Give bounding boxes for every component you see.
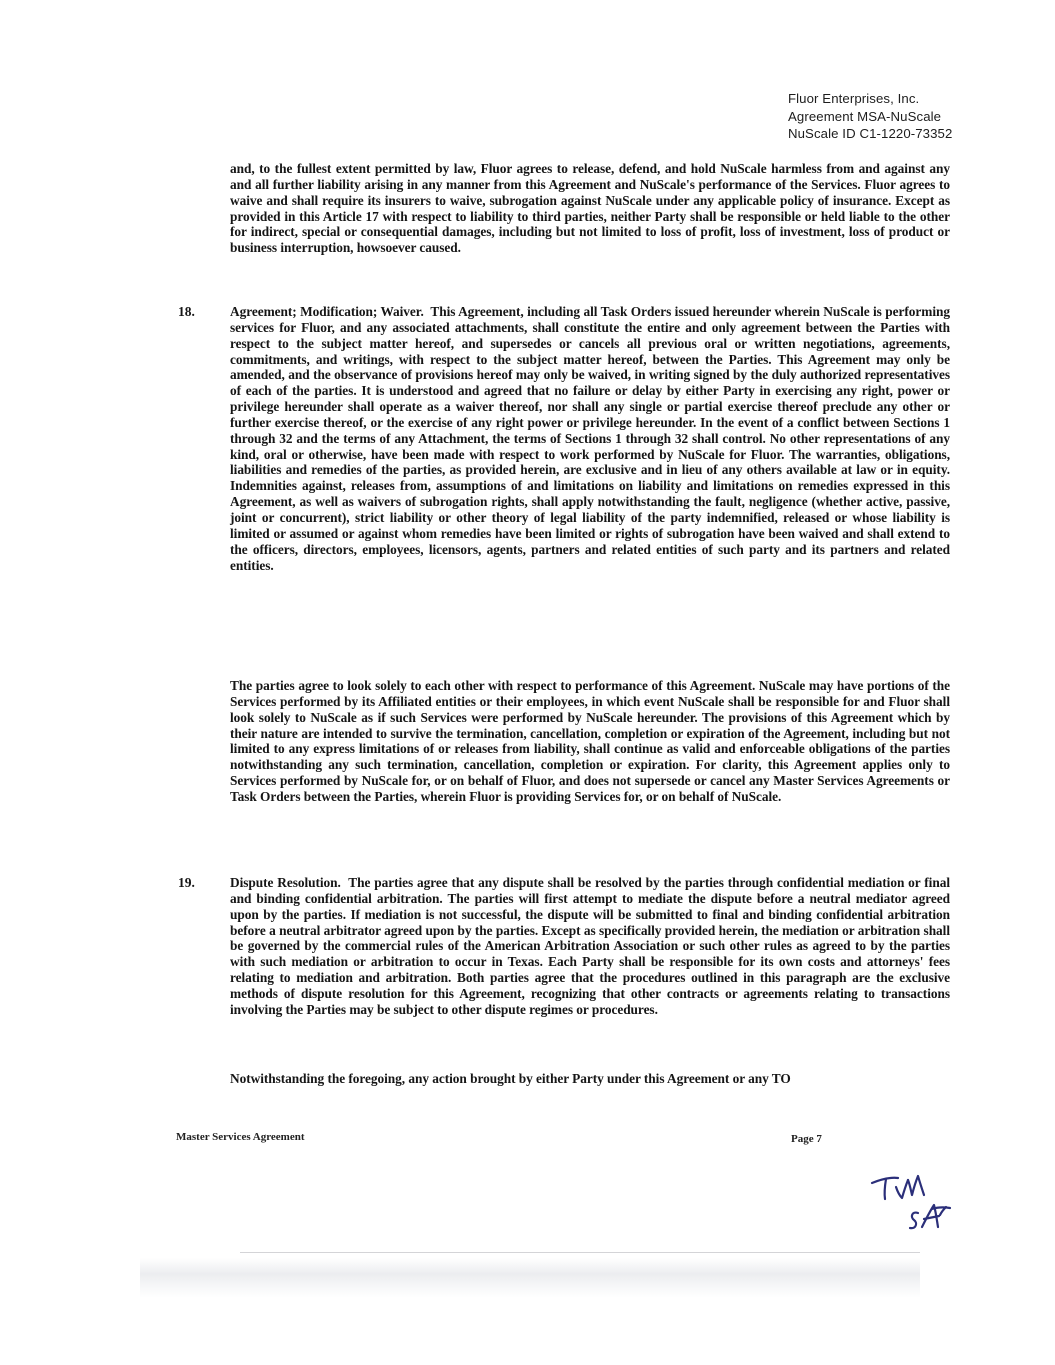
- header-agreement: Agreement MSA-NuScale: [788, 108, 942, 124]
- section-18-paragraph-2: The parties agree to look solely to each other with respect to performance of this Agreement. NuScale may have portions of the Services performed by its Affiliated entities or their employees, in which event NuScale shall be responsible for and Fluor shall look solely to NuScale as if such Services were performed by NuScale hereunder. The provisions of this Agreement which by their nature are intended to survive the termination, cancellation, completion or expiration of the Agreement, including but not limited to any express limitations of or releases from liability, shall continue as valid and enforceable obligations of the parties notwithstanding any such termination, cancellation, completion or expiration. For clarity, this Agreement applies only to Services performed by NuScale for, or on behalf of Fluor, and does not supersede or cancel any Master Services Agreements or Task Orders between the Parties, wherein Fluor is providing Services for, or on behalf of NuScale.: [230, 678, 950, 804]
- section-18: [230, 304, 950, 573]
- section-19-text: The parties agree that any dispute shall be resolved by the parties through confidential mediation or final and binding confidential arbitration. The parties will first attempt to mediate the dispute before a neutral mediator agreed upon by the parties. If mediation is not successful, the dispute will be submitted to final and binding confidential arbitration before a neutral arbitrator agreed upon by the parties. Except as specifically provided herein, the mediation or arbitration shall be governed by the commercial rules of the American Arbitration Association or such other rules as agreed to by the parties with such mediation or arbitration to occur in Texas. Each Party shall be responsible for its own costs and attorneys' fees relating to mediation and arbitration. Both parties agree that the procedures outlined in this paragraph are the exclusive methods of dispute resolution for this Agreement, recognizing that other contracts or agreements relating to transactions involving the Parties may be subject to other dispute regimes or procedures.: [230, 875, 950, 1017]
- header-nuscale-id: NuScale ID C1-1220-73352: [788, 126, 953, 141]
- section-18-text: This Agreement, including all Task Orders issued hereunder wherein NuScale is performing services for Fluor, and any associated attachments, shall constitute the entire and only agreement between the Parties with respect to the subject matter hereof, and supersedes or cancels all previous oral or written negotiations, agreements, commitments, and writings, with respect to the subject matter hereof, between the Parties. This Agreement may only be amended, and the observance of provisions hereof may only be waived, in writing signed by the duly authorized representatives of each of the parties. It is understood and agreed that no failure or delay by either Party in exercising any right, power or privilege hereunder shall operate as a waiver thereof, nor shall any single or partial exercise thereof preclude any other or further exercise thereof, or the exercise of any right power or privilege hereunder. In the event of a conflict between Sections 1 through 32 and the terms of any Attachment, the terms of Sections 1 through 32 shall control. No other representations of any kind, oral or otherwise, have been made with respect to work performed by NuScale for Fluor. The warranties, obligations, liabilities and remedies of the parties, as provided herein, are exclusive and in lieu of any others available at law or in equity. Indemnities against, releases from, assumptions of and limitations on liability and limitations on remedies expressed in this Agreement, as well as waivers of subrogation rights, shall apply notwithstanding the fault, negligence (whether active, passive, joint or concurrent), strict liability or other theory of legal liability of the party indemnified, released or whose liability is limited or assumed or against whom remedies have been limited or rights of subrogation have been waived and shall extend to the officers, directors, employees, licensors, agents, partners and related entities of such party and its partners and related entities.: [230, 304, 950, 573]
- section-19: [230, 875, 950, 1018]
- section-19-title: Dispute Resolution.: [230, 875, 341, 890]
- continuation-paragraph: and, to the fullest extent permitted by law, Fluor agrees to release, defend, and hold NuScale harmless from and against any and all further liability arising in any manner from this Agreement and NuScale's performance of the Services. Fluor agrees to waive and shall require its insurers to waive, subrogation against NuScale under any applicable policy of insurance. Except as provided in this Article 17 with respect to liability to third parties, neither Party shall be responsible or held liable to the other for indirect, special or consequential damages, including but not limited to loss of profit, loss of investment, loss of product or business interruption, howsoever caused.: [230, 161, 950, 256]
- section-18-title: Agreement; Modification; Waiver.: [230, 304, 424, 319]
- header-company: Fluor Enterprises, Inc.: [788, 91, 920, 106]
- footer-page-number: Page 7: [791, 1133, 822, 1145]
- footer-document-name: Master Services Agreement: [176, 1131, 305, 1143]
- document-header: [788, 90, 1018, 143]
- section-19-number: 19.: [178, 875, 195, 890]
- handwritten-initials-signature: [866, 1165, 966, 1245]
- scan-artifact-line: [240, 1252, 920, 1253]
- scan-artifact-band: [140, 1258, 920, 1298]
- section-18-number: 18.: [178, 304, 195, 319]
- section-19-paragraph-2: Notwithstanding the foregoing, any action brought by either Party under this Agreement or any TO: [230, 1071, 791, 1086]
